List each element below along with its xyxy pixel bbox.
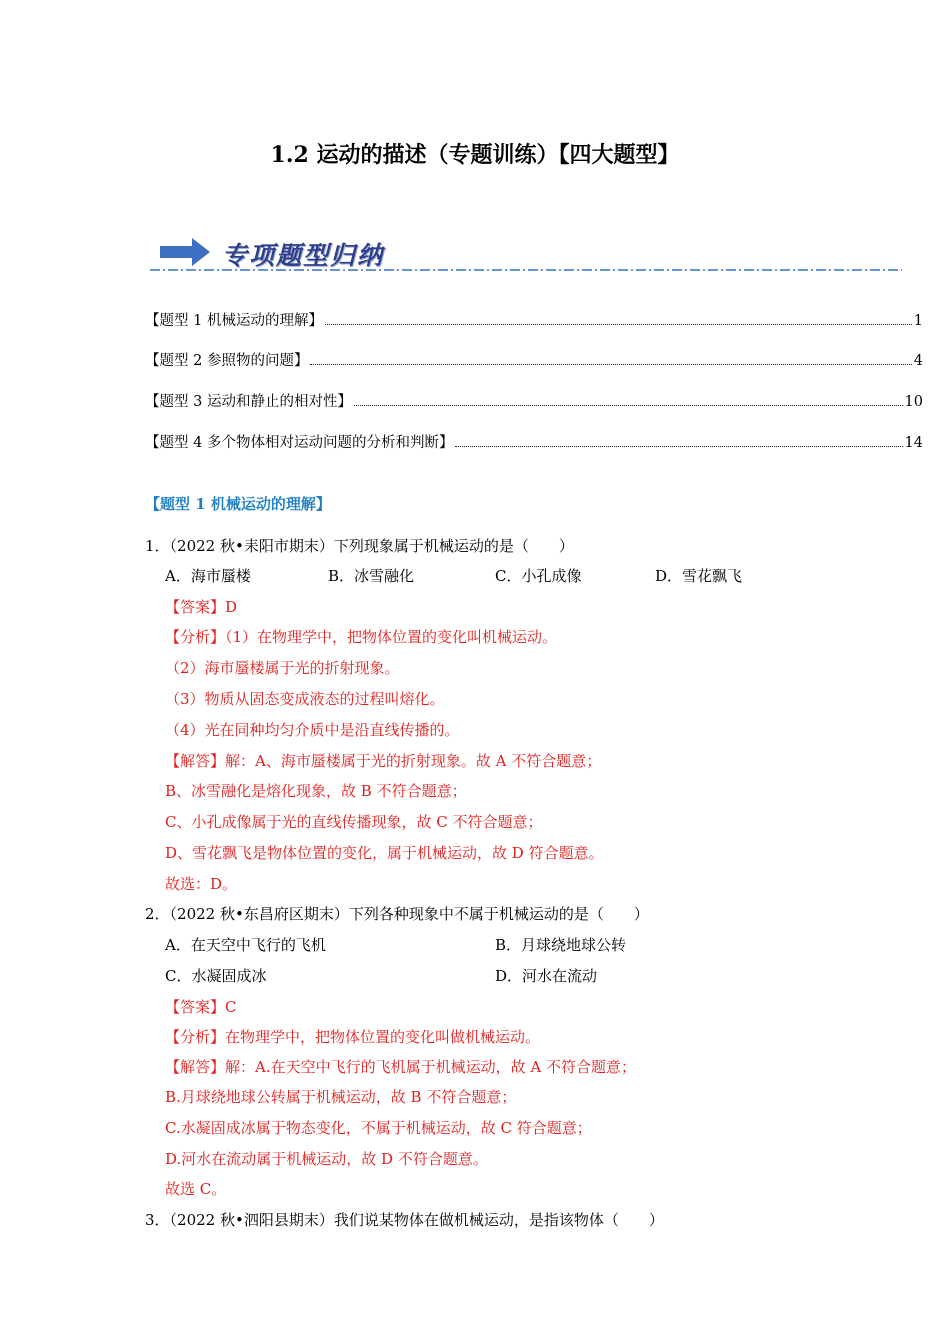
- solution-line: C.水凝固成冰属于物态变化，不属于机械运动，故 C 符合题意；: [165, 1119, 592, 1137]
- option: D．雪花飘飞: [655, 567, 743, 585]
- toc-item[interactable]: [145, 309, 923, 331]
- solution-line: B、冰雪融化是熔化现象，故 B 不符合题意；: [165, 782, 467, 800]
- answer: 【答案】D: [165, 598, 238, 616]
- analysis-line: （3）物质从固态变成液态的过程叫熔化。: [165, 690, 445, 708]
- toc-item-label: 【题型 4 多个物体相对运动问题的分析和判断】: [145, 435, 454, 451]
- option: B．月球绕地球公转: [495, 936, 627, 954]
- solution-line: C、小孔成像属于光的直线传播现象，故 C 不符合题意；: [165, 813, 543, 831]
- toc-item-page: 14: [904, 435, 923, 451]
- toc-item-label: 【题型 2 参照物的问题】: [145, 353, 309, 369]
- analysis-line: （4）光在同种均匀介质中是沿直线传播的。: [165, 721, 460, 739]
- solution-line: 【解答】解：A、海市蜃楼属于光的折射现象。故 A 不符合题意；: [165, 752, 602, 770]
- solution-line: B.月球绕地球公转属于机械运动，故 B 不符合题意；: [165, 1088, 517, 1106]
- section-heading: 【题型 1 机械运动的理解】: [145, 495, 331, 513]
- option: B．冰雪融化: [328, 567, 415, 585]
- answer: 【答案】C: [165, 998, 237, 1016]
- analysis-line: （2）海市蜃楼属于光的折射现象。: [165, 659, 400, 677]
- toc-item-label: 【题型 1 机械运动的理解】: [145, 313, 323, 329]
- analysis-line: 【分析】在物理学中，把物体位置的变化叫做机械运动。: [165, 1028, 541, 1046]
- question-stem: 3．（2022 秋•泗阳县期末）我们说某物体在做机械运动，是指该物体（ ）: [145, 1211, 664, 1229]
- option: C．水凝固成冰: [165, 967, 267, 985]
- option: A．在天空中飞行的飞机: [165, 936, 326, 954]
- solution-line: 故选：D。: [165, 875, 238, 893]
- solution-line: D.河水在流动属于机械运动，故 D 不符合题意。: [165, 1150, 488, 1168]
- option: C．小孔成像: [495, 567, 582, 585]
- option: D．河水在流动: [495, 967, 598, 985]
- toc-leader: [354, 404, 903, 406]
- toc-leader: [455, 445, 902, 447]
- toc-item-page: 4: [913, 353, 923, 369]
- section-banner: [150, 232, 902, 276]
- toc-item-page: 1: [913, 313, 923, 329]
- question-stem: 2．（2022 秋•东昌府区期末）下列各种现象中不属于机械运动的是（ ）: [145, 905, 649, 923]
- toc-leader: [325, 323, 912, 325]
- toc-leader: [310, 363, 911, 365]
- banner-label: 专项题型归纳: [222, 241, 385, 270]
- toc-item[interactable]: [145, 349, 923, 371]
- toc-item-label: 【题型 3 运动和静止的相对性】: [145, 394, 352, 410]
- option: A．海市蜃楼: [165, 567, 251, 585]
- question-stem: 1．（2022 秋•耒阳市期末）下列现象属于机械运动的是（ ）: [145, 537, 574, 555]
- toc-item[interactable]: [145, 390, 923, 412]
- page-title: 1.2 运动的描述（专题训练）【四大题型】: [270, 142, 680, 168]
- toc-item-page: 10: [904, 394, 923, 410]
- toc-item[interactable]: [145, 431, 923, 453]
- analysis-line: 【分析】（1）在物理学中，把物体位置的变化叫机械运动。: [165, 628, 558, 646]
- solution-line: D、雪花飘飞是物体位置的变化，属于机械运动，故 D 符合题意。: [165, 844, 604, 862]
- solution-line: 【解答】解：A.在天空中飞行的飞机属于机械运动，故 A 不符合题意；: [165, 1058, 636, 1076]
- solution-line: 故选 C。: [165, 1180, 227, 1198]
